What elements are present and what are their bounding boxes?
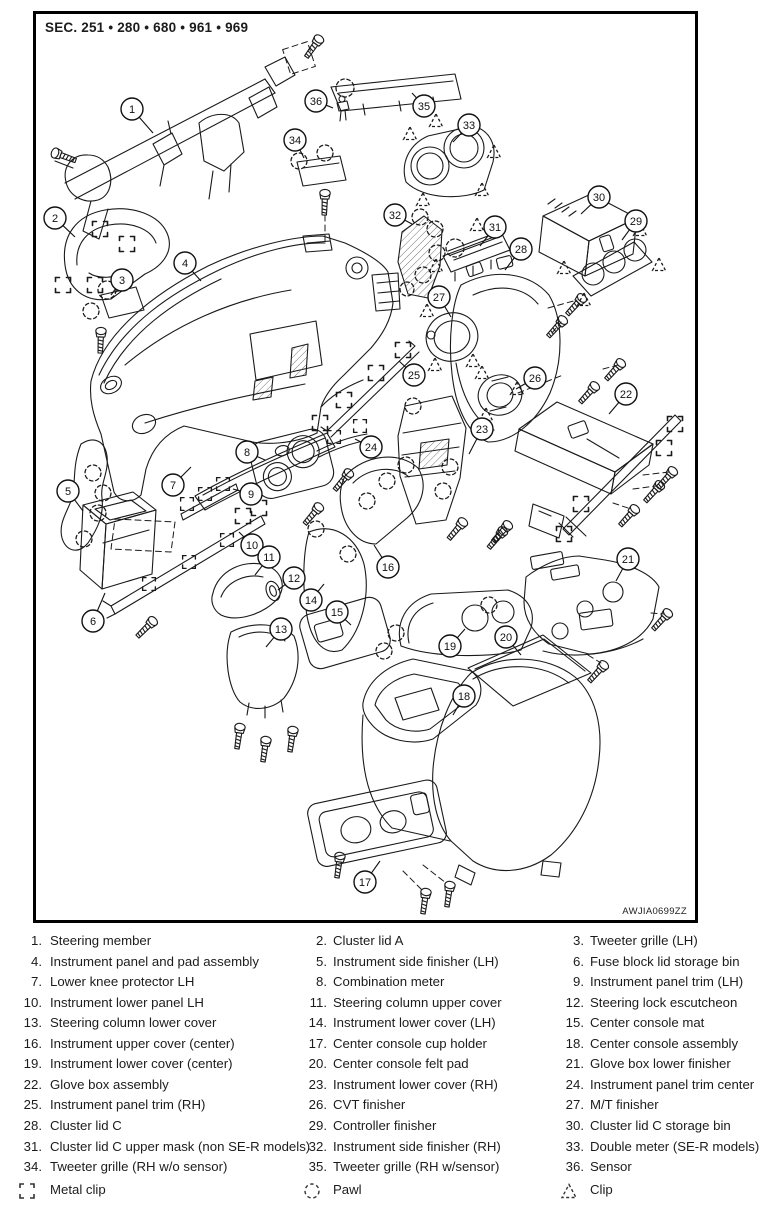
legend-item-label: Lower knee protector LH <box>50 974 195 989</box>
legend-symbol-label: Clip <box>590 1182 613 1197</box>
svg-text:21: 21 <box>621 553 635 566</box>
legend-item-number: 27. <box>565 1097 584 1112</box>
callout-15 <box>326 601 351 625</box>
legend-item-number: 35. <box>308 1159 327 1174</box>
legend-item-number: 25. <box>23 1097 42 1112</box>
legend-symbol-label: Metal clip <box>50 1182 106 1197</box>
legend-item-number: 15. <box>565 1015 584 1030</box>
legend-item-label: Fuse block lid storage bin <box>590 954 740 969</box>
legend-item-label: CVT finisher <box>333 1097 406 1112</box>
legend-item-number: 1. <box>31 933 42 948</box>
callout-16 <box>374 545 399 578</box>
legend-item-label: Instrument side finisher (LH) <box>333 954 499 969</box>
legend-item-number: 7. <box>31 974 42 989</box>
legend-item-number: 4. <box>31 954 42 969</box>
svg-text:13: 13 <box>274 623 288 636</box>
legend-item-label: Instrument upper cover (center) <box>50 1036 235 1051</box>
diagram-linework <box>50 33 683 914</box>
legend-item-label: Center console assembly <box>590 1036 739 1051</box>
figure-code: AWJIA0699ZZ <box>622 906 687 917</box>
legend-item-number: 20. <box>308 1056 327 1071</box>
exploded-view-diagram <box>36 14 695 920</box>
legend-item-label: Instrument lower cover (center) <box>50 1056 233 1071</box>
legend-item-label: Instrument panel trim (RH) <box>50 1097 206 1112</box>
metal-clip-symbol-icon <box>18 1182 38 1200</box>
svg-text:24: 24 <box>364 441 378 454</box>
svg-text:34: 34 <box>288 134 302 147</box>
legend-item-number: 19. <box>23 1056 42 1071</box>
svg-text:23: 23 <box>475 423 489 436</box>
legend-item-label: Steering column upper cover <box>333 995 502 1010</box>
svg-text:17: 17 <box>358 876 372 889</box>
legend-item-label: Glove box assembly <box>50 1077 169 1092</box>
legend-item-label: Tweeter grille (RH w/sensor) <box>333 1159 500 1174</box>
legend-item-label: Steering lock escutcheon <box>590 995 738 1010</box>
legend-item-label: Instrument lower panel LH <box>50 995 204 1010</box>
legend-item-label: Tweeter grille (RH w/o sensor) <box>50 1159 228 1174</box>
svg-text:20: 20 <box>499 631 513 644</box>
legend-item-label: Steering member <box>50 933 152 948</box>
callout-1 <box>121 98 153 133</box>
legend-item-number: 29. <box>308 1118 327 1133</box>
legend-symbol-label: Pawl <box>333 1182 362 1197</box>
diagram-frame <box>33 11 698 923</box>
svg-text:1: 1 <box>128 103 136 116</box>
svg-text:16: 16 <box>381 561 395 574</box>
legend-item-number: 30. <box>565 1118 584 1133</box>
svg-text:26: 26 <box>528 372 542 385</box>
svg-text:27: 27 <box>432 291 446 304</box>
svg-text:29: 29 <box>629 215 643 228</box>
parts-legend <box>0 933 769 1214</box>
svg-text:11: 11 <box>263 551 275 564</box>
callout-7 <box>162 467 191 496</box>
svg-text:8: 8 <box>243 446 251 459</box>
legend-item-number: 28. <box>23 1118 42 1133</box>
legend-item-label: Instrument panel trim (LH) <box>590 974 744 989</box>
legend-item-label: Cluster lid C storage bin <box>590 1118 731 1133</box>
callout-36 <box>305 90 333 112</box>
legend-item-number: 16. <box>23 1036 42 1051</box>
legend-item-number: 18. <box>565 1036 584 1051</box>
legend-item-number: 24. <box>565 1077 584 1092</box>
svg-text:33: 33 <box>462 119 476 132</box>
callout-5 <box>57 480 83 511</box>
legend-item-number: 14. <box>308 1015 327 1030</box>
legend-item-label: Instrument panel and pad assembly <box>50 954 259 969</box>
svg-text:2: 2 <box>51 212 59 225</box>
callout-8 <box>236 441 265 463</box>
legend-item-number: 22. <box>23 1077 42 1092</box>
svg-text:3: 3 <box>118 274 126 287</box>
legend-item-number: 9. <box>573 974 584 989</box>
legend-item-number: 8. <box>316 974 327 989</box>
legend-item-number: 5. <box>316 954 327 969</box>
callout-3 <box>111 269 133 295</box>
legend-item-label: Cluster lid C upper mask (non SE-R models) <box>50 1139 311 1154</box>
legend-item-number: 31. <box>23 1139 42 1154</box>
svg-text:19: 19 <box>443 640 457 653</box>
legend-item-number: 23. <box>308 1077 327 1092</box>
callout-19 <box>439 629 465 657</box>
legend-item-number: 17. <box>308 1036 327 1051</box>
legend-item-label: Center console felt pad <box>333 1056 469 1071</box>
legend-item-label: Instrument lower cover (LH) <box>333 1015 496 1030</box>
callout-23 <box>469 418 493 454</box>
svg-text:18: 18 <box>457 690 471 703</box>
pawl-symbol-icon <box>303 1182 323 1200</box>
callout-24 <box>355 436 382 458</box>
legend-item-label: Tweeter grille (LH) <box>590 933 698 948</box>
legend-item-number: 10. <box>23 995 42 1010</box>
legend-item-label: Sensor <box>590 1159 632 1174</box>
callout-28 <box>505 238 532 270</box>
legend-item-label: Double meter (SE-R models) <box>590 1139 760 1154</box>
callout-22 <box>609 383 637 414</box>
callout-2 <box>44 207 75 237</box>
callout-18 <box>453 685 475 715</box>
legend-item-number: 2. <box>316 933 327 948</box>
svg-text:12: 12 <box>287 572 301 585</box>
legend-item-number: 12. <box>565 995 584 1010</box>
legend-item-number: 13. <box>23 1015 42 1030</box>
svg-text:7: 7 <box>169 479 177 492</box>
callout-17 <box>354 861 380 893</box>
callout-32 <box>384 204 412 226</box>
svg-text:5: 5 <box>64 485 72 498</box>
svg-text:31: 31 <box>488 221 502 234</box>
legend-item-label: Combination meter <box>333 974 445 989</box>
svg-text:6: 6 <box>89 615 97 628</box>
legend-item-number: 21. <box>565 1056 584 1071</box>
legend-item-number: 34. <box>23 1159 42 1174</box>
legend-item-label: M/T finisher <box>590 1097 659 1112</box>
callout-21 <box>616 548 639 581</box>
svg-text:28: 28 <box>514 243 528 256</box>
svg-text:35: 35 <box>417 100 431 113</box>
callout-13 <box>266 618 292 647</box>
callout-12 <box>278 567 305 590</box>
legend-item-number: 26. <box>308 1097 327 1112</box>
svg-text:9: 9 <box>247 488 255 501</box>
clip-symbol-icon <box>560 1182 580 1200</box>
legend-item-label: Steering column lower cover <box>50 1015 217 1030</box>
svg-text:32: 32 <box>388 209 402 222</box>
svg-text:30: 30 <box>592 191 606 204</box>
svg-text:22: 22 <box>619 388 633 401</box>
legend-item-label: Glove box lower finisher <box>590 1056 731 1071</box>
legend-item-number: 6. <box>573 954 584 969</box>
legend-item-number: 3. <box>573 933 584 948</box>
legend-item-label: Instrument side finisher (RH) <box>333 1139 501 1154</box>
legend-item-label: Controller finisher <box>333 1118 437 1133</box>
svg-text:25: 25 <box>407 369 421 382</box>
svg-text:15: 15 <box>330 606 344 619</box>
legend-item-number: 32. <box>308 1139 327 1154</box>
callout-9 <box>233 483 262 505</box>
legend-item-label: Instrument lower cover (RH) <box>333 1077 498 1092</box>
legend-item-label: Instrument panel trim center <box>590 1077 755 1092</box>
section-title: SEC. 251 • 280 • 680 • 961 • 969 <box>45 20 249 35</box>
callout-30 <box>581 186 610 214</box>
svg-text:10: 10 <box>245 539 259 552</box>
callout-33 <box>453 114 480 142</box>
legend-item-number: 36. <box>565 1159 584 1174</box>
svg-text:36: 36 <box>309 95 323 108</box>
callout-27 <box>428 286 451 317</box>
legend-item-label: Center console cup holder <box>333 1036 487 1051</box>
legend-item-label: Cluster lid A <box>333 933 404 948</box>
legend-item-number: 11. <box>309 995 327 1010</box>
svg-text:4: 4 <box>181 257 189 270</box>
legend-item-label: Center console mat <box>590 1015 705 1030</box>
callout-35 <box>412 93 435 117</box>
legend-item-label: Cluster lid C <box>50 1118 122 1133</box>
legend-item-number: 33. <box>565 1139 584 1154</box>
callout-25 <box>399 361 425 386</box>
callout-6 <box>82 593 105 632</box>
svg-text:14: 14 <box>304 594 318 607</box>
